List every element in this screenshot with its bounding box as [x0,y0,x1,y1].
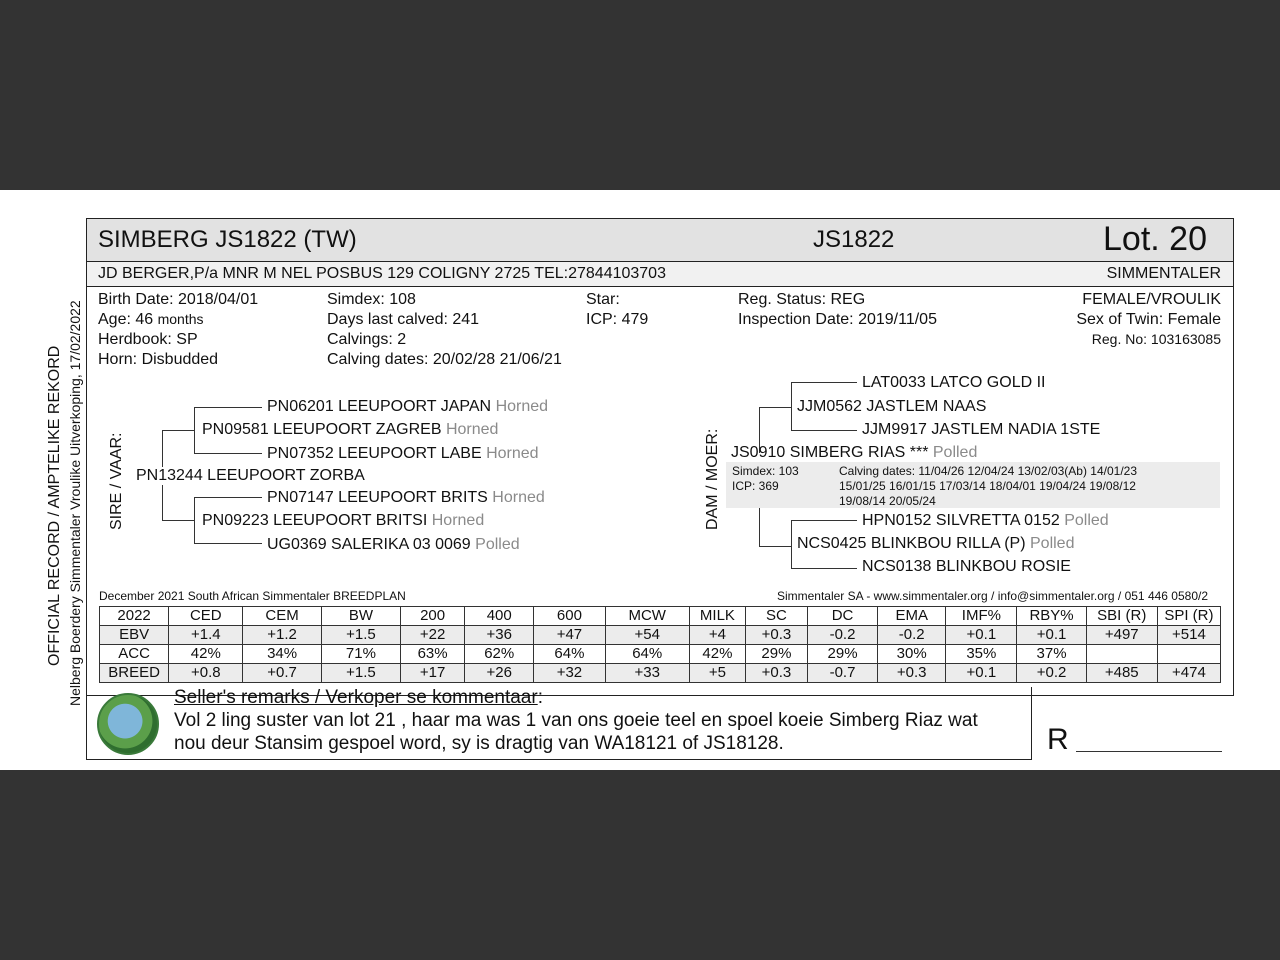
sire-sire-dam [267,445,539,463]
ebv-cell: +47 [534,626,605,645]
sds-horn: Horned [492,489,545,506]
ebv-cell: +17 [401,664,465,683]
icp: ICP: 479 [586,311,649,328]
price-label: R [1047,723,1069,756]
ebv-cell: +26 [465,664,534,683]
sds-name: PN07147 LEEUPOORT BRITS [267,489,488,506]
dds-name: HPN0152 SILVRETTA 0152 [862,512,1060,529]
age-value: Age: 46 [98,311,154,328]
ebv-cell [1157,645,1220,664]
ebv-cell: 400 [465,607,534,626]
dam-dam [797,535,1074,553]
ebv-cell: +0.1 [946,664,1017,683]
dam-dam-dam: NCS0138 BLINKBOU ROSIE [862,558,1071,575]
ebv-cell: +0.7 [243,664,321,683]
ebv-cell: CEM [243,607,321,626]
ebv-cell: +497 [1086,626,1157,645]
ebv-cell: EMA [878,607,946,626]
ebv-cell: +1.5 [321,664,400,683]
dam-dam-sire [862,512,1109,530]
remarks-line-2: nou deur Stansim gespoel word, sy is dragtig van WA18121 of JS18128. [174,733,784,754]
ebv-cell: +0.1 [946,626,1017,645]
ebv-cell [1086,645,1157,664]
sex-of-twin: Sex of Twin: Female [1076,311,1221,328]
reg-number: Reg. No: 103163085 [1091,331,1221,347]
ebv-cell: +33 [605,664,689,683]
ebv-cell: +54 [605,626,689,645]
ssd-name: PN07352 LEEUPOORT LABE [267,445,482,462]
ebv-cell: +32 [534,664,605,683]
dd-name: NCS0425 BLINKBOU RILLA (P) [797,535,1026,552]
ebv-cell: SC [745,607,807,626]
ebv-cell: 62% [465,645,534,664]
ebv-cell: +36 [465,626,534,645]
ebv-cell: ACC [100,645,169,664]
ebv-row-breed [100,664,1221,683]
sire-sire [202,421,498,439]
birth-date: Birth Date: 2018/04/01 [98,291,259,308]
sire-name: PN13244 LEEUPOORT ZORBA [136,467,365,484]
animal-name: SIMBERG JS1822 (TW) [98,226,357,253]
age-unit: months [157,311,204,327]
ebv-cell: +0.1 [1017,626,1086,645]
dam-icp: ICP: 369 [732,479,779,493]
ebv-cell: +1.4 [169,626,243,645]
dds-horn: Polled [1064,512,1109,529]
ebv-cell: SPI (R) [1157,607,1220,626]
sd-name: PN09223 LEEUPOORT BRITSI [202,512,428,529]
sire-label: SIRE / VAAR: [108,432,125,530]
ebv-cell: 29% [807,645,877,664]
simdex: Simdex: 108 [327,291,416,308]
ebv-cell: SBI (R) [1086,607,1157,626]
ebv-cell: CED [169,607,243,626]
dam-calving-dates-2: 15/01/25 16/01/15 17/03/14 18/04/01 19/04/24 19/08/12 [839,479,1136,493]
ebv-cell: 64% [534,645,605,664]
reg-code: JS1822 [813,226,895,253]
ebv-cell: MILK [689,607,745,626]
official-record-label: OFFICIAL RECORD / AMPTELIKE REKORD [46,345,63,666]
ebv-cell: EBV [100,626,169,645]
ebv-cell: 29% [745,645,807,664]
ebv-cell: 37% [1017,645,1086,664]
horn-status: Horn: Disbudded [98,351,219,368]
reg-status: Reg. Status: REG [738,291,866,308]
dam-label: DAM / MOER: [704,428,721,530]
simmentaler-sa-logo-icon [97,693,159,755]
ebv-cell: MCW [605,607,689,626]
sex: FEMALE/VROULIK [1082,291,1221,308]
ebv-cell: 600 [534,607,605,626]
ebv-cell: +4 [689,626,745,645]
ebv-cell: BW [321,607,400,626]
ebv-cell: +5 [689,664,745,683]
ssd-horn: Horned [486,445,539,462]
ebv-cell: 30% [878,645,946,664]
dam-calving-dates-1: Calving dates: 11/04/26 12/04/24 13/02/03(Ab) 14/01/23 [839,464,1138,478]
sss-horn: Horned [495,398,549,415]
ebv-header-row [100,607,1221,626]
ebv-cell: +0.8 [169,664,243,683]
ebv-cell: +474 [1157,664,1220,683]
sdd-name: UG0369 SALERIKA 03 0069 [267,536,471,553]
dam-horn: Polled [932,444,978,461]
ebv-cell: 35% [946,645,1017,664]
society-contact: Simmentaler SA - www.simmentaler.org / info@simmentaler.org / 051 446 0580/2 [776,589,1208,603]
ebv-cell: IMF% [946,607,1017,626]
age [98,311,204,329]
inspection-date: Inspection Date: 2019/11/05 [738,311,937,328]
sire-sire-sire [267,398,548,416]
ebv-table [99,606,1221,683]
ebv-cell: 64% [605,645,689,664]
ebv-cell: 71% [321,645,400,664]
breed-name: SIMMENTALER [1106,265,1221,282]
herdbook: Herdbook: SP [98,331,198,348]
ebv-cell: +0.3 [878,664,946,683]
sire-dam-dam [267,536,520,554]
ebv-cell: -0.2 [807,626,877,645]
dam-sire-sire: LAT0033 LATCO GOLD II [862,374,1046,391]
ebv-cell: +514 [1157,626,1220,645]
ebv-cell: -0.2 [878,626,946,645]
ebv-cell: 200 [401,607,465,626]
days-last-calved: Days last calved: 241 [327,311,480,328]
sire-dam [202,512,484,530]
sire-dam-sire [267,489,545,507]
ebv-cell: +1.2 [243,626,321,645]
sss-name: PN06201 LEEUPOORT JAPAN [267,398,492,415]
sdd-horn: Polled [475,536,520,553]
owner-info: JD BERGER,P/a MNR M NEL POSBUS 129 COLIGNY 2725 TEL:27844103703 [98,265,666,282]
ebv-cell: RBY% [1017,607,1086,626]
price-input-line[interactable] [1076,751,1222,752]
calvings: Calvings: 2 [327,331,407,348]
remarks-line-1: Vol 2 ling suster van lot 21 , haar ma was 1 van ons goeie teel en spoel koeie Simberg Riaz wat [174,710,978,731]
ebv-cell: +0.3 [745,664,807,683]
remarks-heading [174,687,543,709]
ebv-cell: +1.5 [321,626,400,645]
dd-horn: Polled [1030,535,1075,552]
ebv-cell: +22 [401,626,465,645]
ebv-cell: 2022 [100,607,169,626]
ebv-cell: DC [807,607,877,626]
breedplan-note: December 2021 South African Simmentaler BREEDPLAN [99,589,406,603]
ebv-row-acc [100,645,1221,664]
star: Star: [586,291,620,308]
sd-horn: Horned [431,512,485,529]
ebv-cell: 63% [401,645,465,664]
ebv-row-ebv [100,626,1221,645]
ebv-cell: 34% [243,645,321,664]
ebv-cell: -0.7 [807,664,877,683]
ebv-cell: +485 [1086,664,1157,683]
ebv-cell: 42% [689,645,745,664]
ebv-cell: +0.2 [1017,664,1086,683]
lot-card [0,190,1280,770]
sale-name-label: Nelberg Boerdery Simmentaler Vroulike Uitverkoping, 17/02/2022 [67,300,83,706]
dam-sire-dam: JJM9917 JASTLEM NADIA 1STE [862,421,1101,438]
lot-number: Lot. 20 [1103,220,1207,258]
dam-simdex: Simdex: 103 [732,464,799,478]
dam [731,444,977,462]
ss-name: PN09581 LEEUPOORT ZAGREB [202,421,442,438]
remarks-colon: : [537,687,543,708]
remarks-heading-text: Seller's remarks / Verkoper se kommentaar [174,687,538,708]
dam-name: JS0910 SIMBERG RIAS *** [731,444,929,461]
calving-dates: Calving dates: 20/02/28 21/06/21 [327,351,562,368]
dam-sire: JJM0562 JASTLEM NAAS [797,398,987,415]
dam-calving-dates-3: 19/08/14 20/05/24 [839,494,936,508]
ebv-cell: 42% [169,645,243,664]
ebv-cell: +0.3 [745,626,807,645]
ss-horn: Horned [445,421,499,438]
ebv-cell: BREED [100,664,169,683]
